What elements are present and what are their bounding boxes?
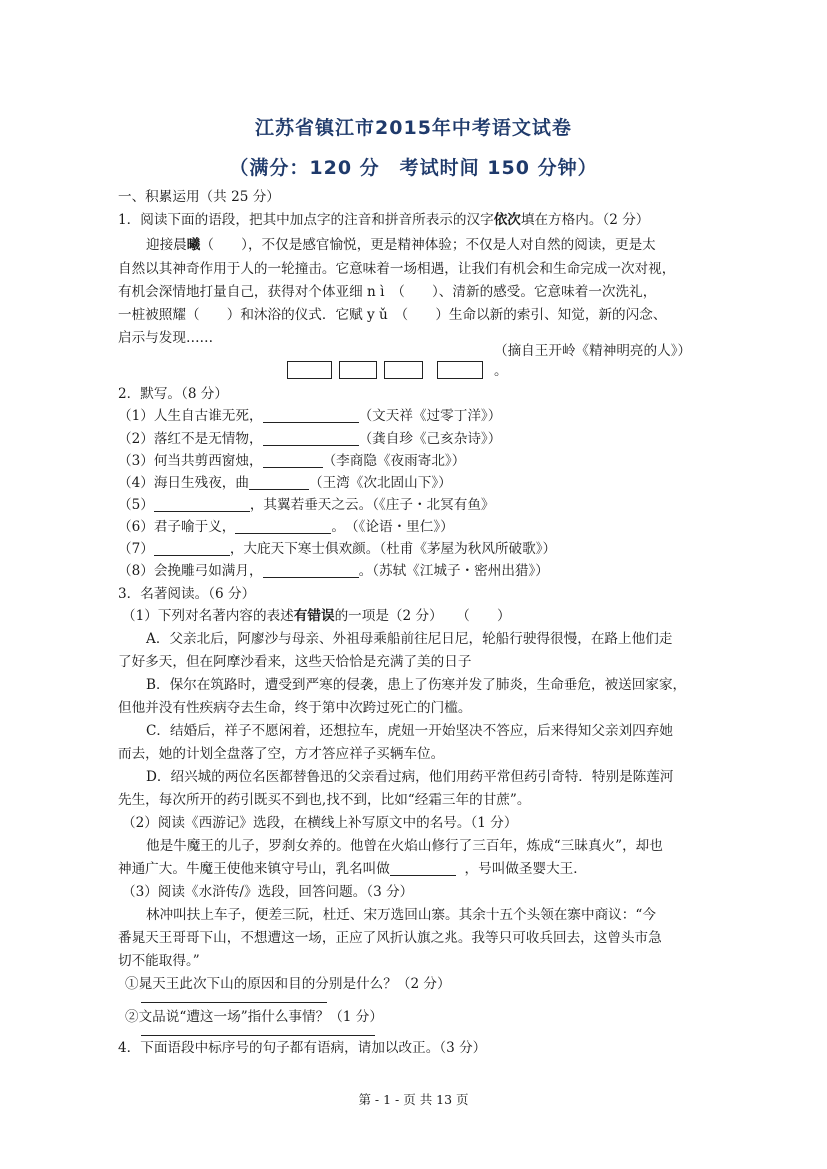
page-footer: 第 - 1 - 页 共 13 页 <box>358 1092 469 1107</box>
q3-sub3-passage: 番晁天王哥哥下山，不想遭这一场，正应了风折认旗之兆。我等只可收兵回去，这曾头市急 <box>118 930 662 946</box>
option-c-cont: 而去，她的计划全盘落了空，方才答应祥子买辆车位。 <box>118 746 445 762</box>
q2-item: （7） ，大庇天下寒士俱欢颜。（杜甫《茅屋为秋风所破歌》） <box>118 541 557 557</box>
page-subtitle: （满分：120 分 考试时间 150 分钟） <box>229 157 598 179</box>
q1-period: 。 <box>494 363 508 379</box>
q3-heading: 3．名著阅读。（6 分） <box>118 586 256 602</box>
fill-blank[interactable] <box>263 408 359 423</box>
answer-box[interactable] <box>437 361 483 379</box>
q3-sub1: （1）下列对名著内容的表述有错误的一项是（2 分） （ ） <box>122 608 511 624</box>
fill-blank[interactable] <box>263 453 323 468</box>
q2-item: （3）何当共剪西窗烛， （李商隐《夜雨寄北》） <box>118 453 466 469</box>
q2-item: （8）会挽雕弓如满月， 。（苏轼《江城子・密州出猎》） <box>118 563 549 579</box>
answer-box[interactable] <box>287 361 332 379</box>
option-b: B．保尔在筑路时，遭受到严寒的侵袭，患上了伤寒并发了肺炎，生命垂危，被送回家家， <box>146 677 687 693</box>
q3-sub3: （3）阅读《水浒传/》选段，回答问题。（3 分） <box>122 884 414 900</box>
q2-heading: 2．默写。（8 分） <box>118 386 228 402</box>
fill-blank[interactable] <box>249 475 309 490</box>
fill-blank[interactable] <box>235 519 331 534</box>
fill-blank[interactable] <box>390 861 456 876</box>
q4-prompt: 4．下面语段中标序号的句子都有语病，请加以改正。（3 分） <box>118 1040 487 1056</box>
q1-passage-line: 迎接晨曦（ ），不仅是感官愉悦，更是精神体验；不仅是人对自然的阅读，更是太 <box>146 237 656 253</box>
q2-item: （5） ，其翼若垂天之云。（《庄子・北冥有鱼》 <box>118 497 495 513</box>
option-d-cont: 先生，每次所开的药引既买不到也,找不到，比如“经霜三年的甘蔗”。 <box>118 792 531 808</box>
answer-box[interactable] <box>384 361 423 379</box>
section-heading: 一、积累运用（共 25 分） <box>118 189 280 205</box>
option-b-cont: 但他并没有性疾病夺去生命，终于第中次跨过死亡的门槛。 <box>118 700 472 716</box>
q3-sub2-passage: 神通广大。牛魔王使他来镇守号山，乳名叫做 ，号叫做圣婴大王． <box>118 861 587 877</box>
fill-blank[interactable] <box>263 563 359 578</box>
q3-sub2-passage: 他是牛魔王的儿子，罗刹女养的。他曾在火焰山修行了三百年，炼成“三昧真火”，却也 <box>146 838 663 854</box>
q3-sub3-passage: 林冲叫扶上车子，便差三阮，杜迁、宋万选回山寨。其余十五个头领在寨中商议：“今 <box>146 907 656 923</box>
q1-passage-line: 自然以其神奇作用于人的一轮撞击。它意味着一场相遇，让我们有机会和生命完成一次对视， <box>118 261 676 277</box>
q2-item: （2）落红不是无情物， （龚自珍《己亥杂诗》） <box>118 431 502 447</box>
q3-sub2: （2）阅读《西游记》选段，在横线上补写原文中的名号。（1 分） <box>122 815 518 831</box>
q3-sub3-passage: 切不能取得。” <box>118 953 200 969</box>
answer-line[interactable] <box>141 1002 327 1003</box>
fill-blank[interactable] <box>263 431 359 446</box>
fill-blank[interactable] <box>154 541 230 556</box>
option-c: C．结婚后，祥子不愿闲着，还想拉车，虎妞一开始坚决不答应，后来得知父亲刘四弃她 <box>146 723 673 739</box>
q2-item: （1）人生自古谁无死， （文天祥《过零丁洋》） <box>118 408 502 424</box>
q3-question-a: ①晁天王此次下山的原因和目的分别是什么？（2 分） <box>125 976 451 992</box>
page-title: 江苏省镇江市2015年中考语文试卷 <box>255 117 572 139</box>
q1-passage-line: 启示与发现…… <box>118 330 214 346</box>
q2-item: （6）君子喻于义， 。 （《论语・里仁》） <box>118 519 454 535</box>
q3-question-b: ②文品说“遭这一场”指什么事情？（1 分） <box>125 1009 383 1025</box>
q1-passage-line: 有机会深情地打量自己，获得对个体亚细 n ì （ ）、清新的感受。它意味着一次洗礼， <box>118 284 657 300</box>
option-a: A．父亲北后，阿廖沙与母亲、外祖母乘船前往尼日尼，轮船行驶得很慢，在路上他们走 <box>146 631 673 647</box>
q1-source: （摘自王开岭《精神明亮的人》） <box>494 343 692 359</box>
fill-blank[interactable] <box>154 497 250 512</box>
q1-passage-line: 一桩被照耀（ ）和沐浴的仪式．它赋 y ǔ （ ）生命以新的索引、知觉，新的闪念、 <box>118 307 667 323</box>
q2-item: （4）海日生残夜，曲 （王湾《次北固山下》） <box>118 475 452 491</box>
answer-box[interactable] <box>339 361 377 379</box>
option-d: D．绍兴城的两位名医都替鲁迅的父亲看过病，他们用药平常但药引奇特．特别是陈莲河 <box>146 769 674 785</box>
option-a-cont: 了好多天，但在阿摩沙看来，这些天恰恰是充满了美的日子 <box>118 654 472 670</box>
q1-prompt: 1．阅读下面的语段，把其中加点字的注音和拼音所表示的汉字依次填在方格内。（2 分） <box>118 212 650 228</box>
answer-line[interactable] <box>141 1035 375 1036</box>
